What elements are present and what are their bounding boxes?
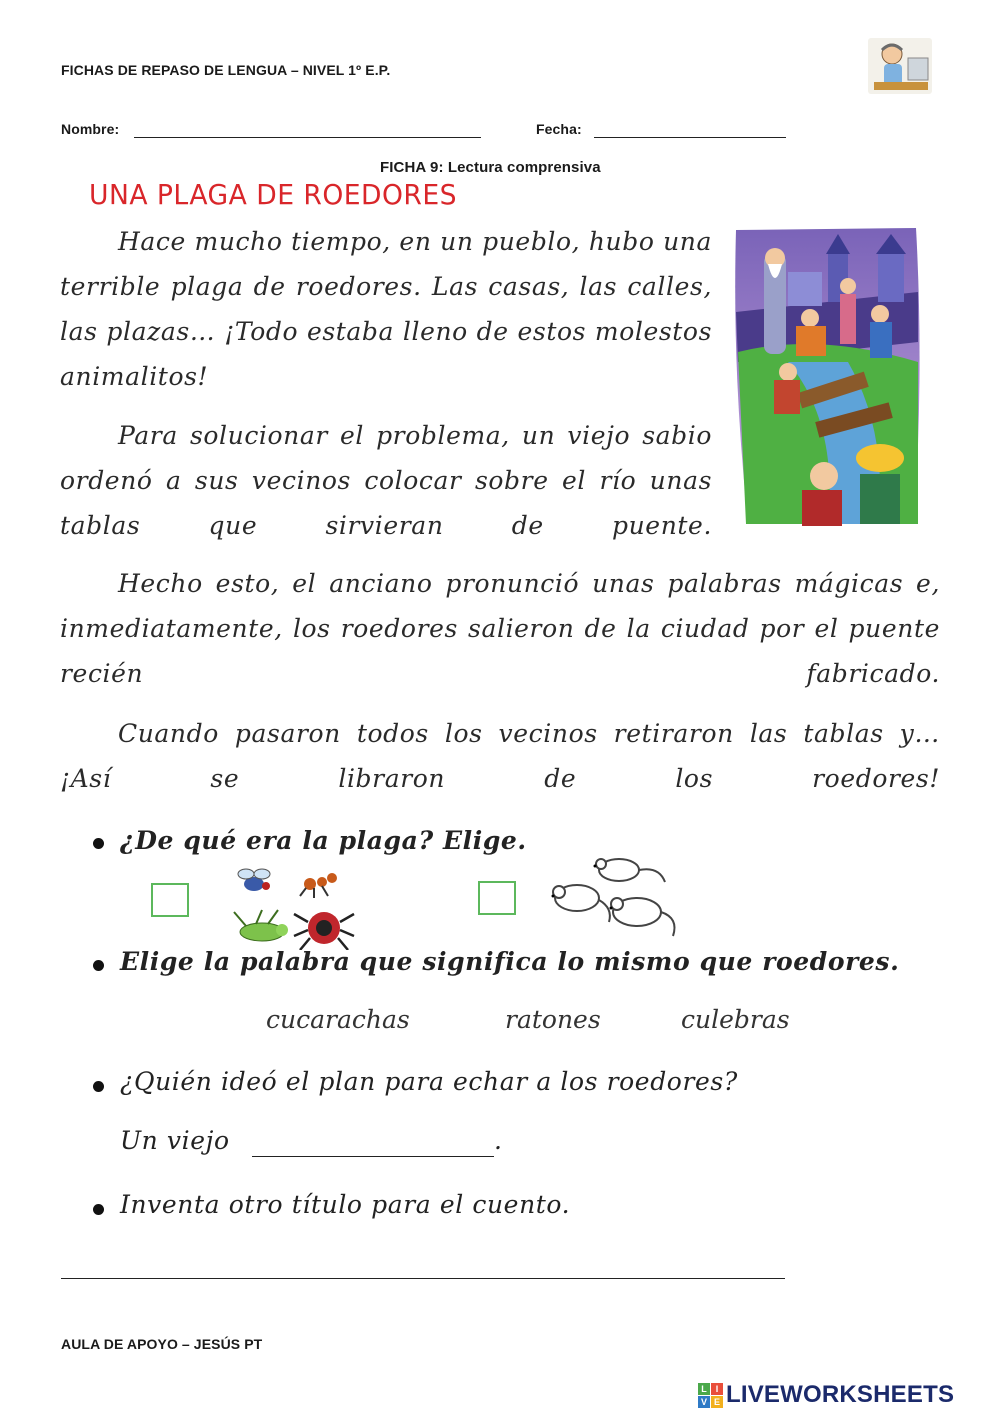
badge-letter: V xyxy=(698,1396,710,1408)
option-ratones[interactable]: ratones xyxy=(505,1005,601,1034)
liveworksheets-logo[interactable] xyxy=(698,1381,954,1409)
question-3: ¿Quién ideó el plan para echar a los roedores? xyxy=(120,1067,738,1096)
answer-4-input[interactable] xyxy=(61,1258,785,1279)
answer-3-input[interactable] xyxy=(252,1134,494,1157)
brand-name: LIVEWORKSHEETS xyxy=(726,1381,955,1408)
village-bridge-illustration xyxy=(728,222,924,528)
answer-prefix: Un viejo xyxy=(120,1126,230,1155)
option-insects-checkbox[interactable] xyxy=(151,883,189,917)
bullet xyxy=(93,838,104,849)
option-cucarachas[interactable]: cucarachas xyxy=(266,1005,410,1034)
story-paragraph-2: Para solucionar el problema, un viejo sabio ordenó a sus vecinos colocar sobre el río unas tablas que sirvieran de puente. xyxy=(60,421,712,540)
name-field[interactable] xyxy=(134,120,481,138)
sheet-title: FICHA 9: Lectura comprensiva xyxy=(380,159,601,176)
option-culebras[interactable]: culebras xyxy=(681,1005,790,1034)
badge-letter: I xyxy=(711,1383,723,1395)
story-paragraph-1: Hace mucho tiempo, en un pueblo, hubo una terrible plaga de roedores. Las casas, las calles, las plazas… ¡Todo estaba lleno de estos molestos animalitos! xyxy=(60,227,712,391)
brand-badge xyxy=(698,1383,723,1408)
question-4: Inventa otro título para el cuento. xyxy=(120,1190,571,1219)
badge-letter: L xyxy=(698,1383,710,1395)
mice-icon xyxy=(541,852,683,942)
answer-suffix: . xyxy=(494,1126,503,1155)
teacher-avatar xyxy=(868,38,932,94)
question-2: Elige la palabra que significa lo mismo que roedores. xyxy=(120,947,900,976)
insects-icon xyxy=(226,862,364,950)
worksheet-series-title: FICHAS DE REPASO DE LENGUA – NIVEL 1º E.P. xyxy=(61,62,391,78)
bullet xyxy=(93,960,104,971)
story-title: UNA PLAGA DE ROEDORES xyxy=(89,178,458,211)
story-paragraph-4: Cuando pasaron todos los vecinos retiraron las tablas y… ¡Así se libraron de los roedores! xyxy=(60,719,940,793)
footer-credit: AULA DE APOYO – JESÚS PT xyxy=(61,1336,263,1352)
name-label: Nombre: xyxy=(61,121,120,137)
bullet xyxy=(93,1081,104,1092)
story-paragraph-3: Hecho esto, el anciano pronunció unas palabras mágicas e, inmediatamente, los roedores salieron de la ciudad por el puente recién fabricado. xyxy=(60,569,940,688)
bullet xyxy=(93,1204,104,1215)
question-1: ¿De qué era la plaga? Elige. xyxy=(120,826,527,855)
date-field[interactable] xyxy=(594,120,786,138)
date-label: Fecha: xyxy=(536,121,582,137)
option-mice-checkbox[interactable] xyxy=(478,881,516,915)
badge-letter: E xyxy=(711,1396,723,1408)
